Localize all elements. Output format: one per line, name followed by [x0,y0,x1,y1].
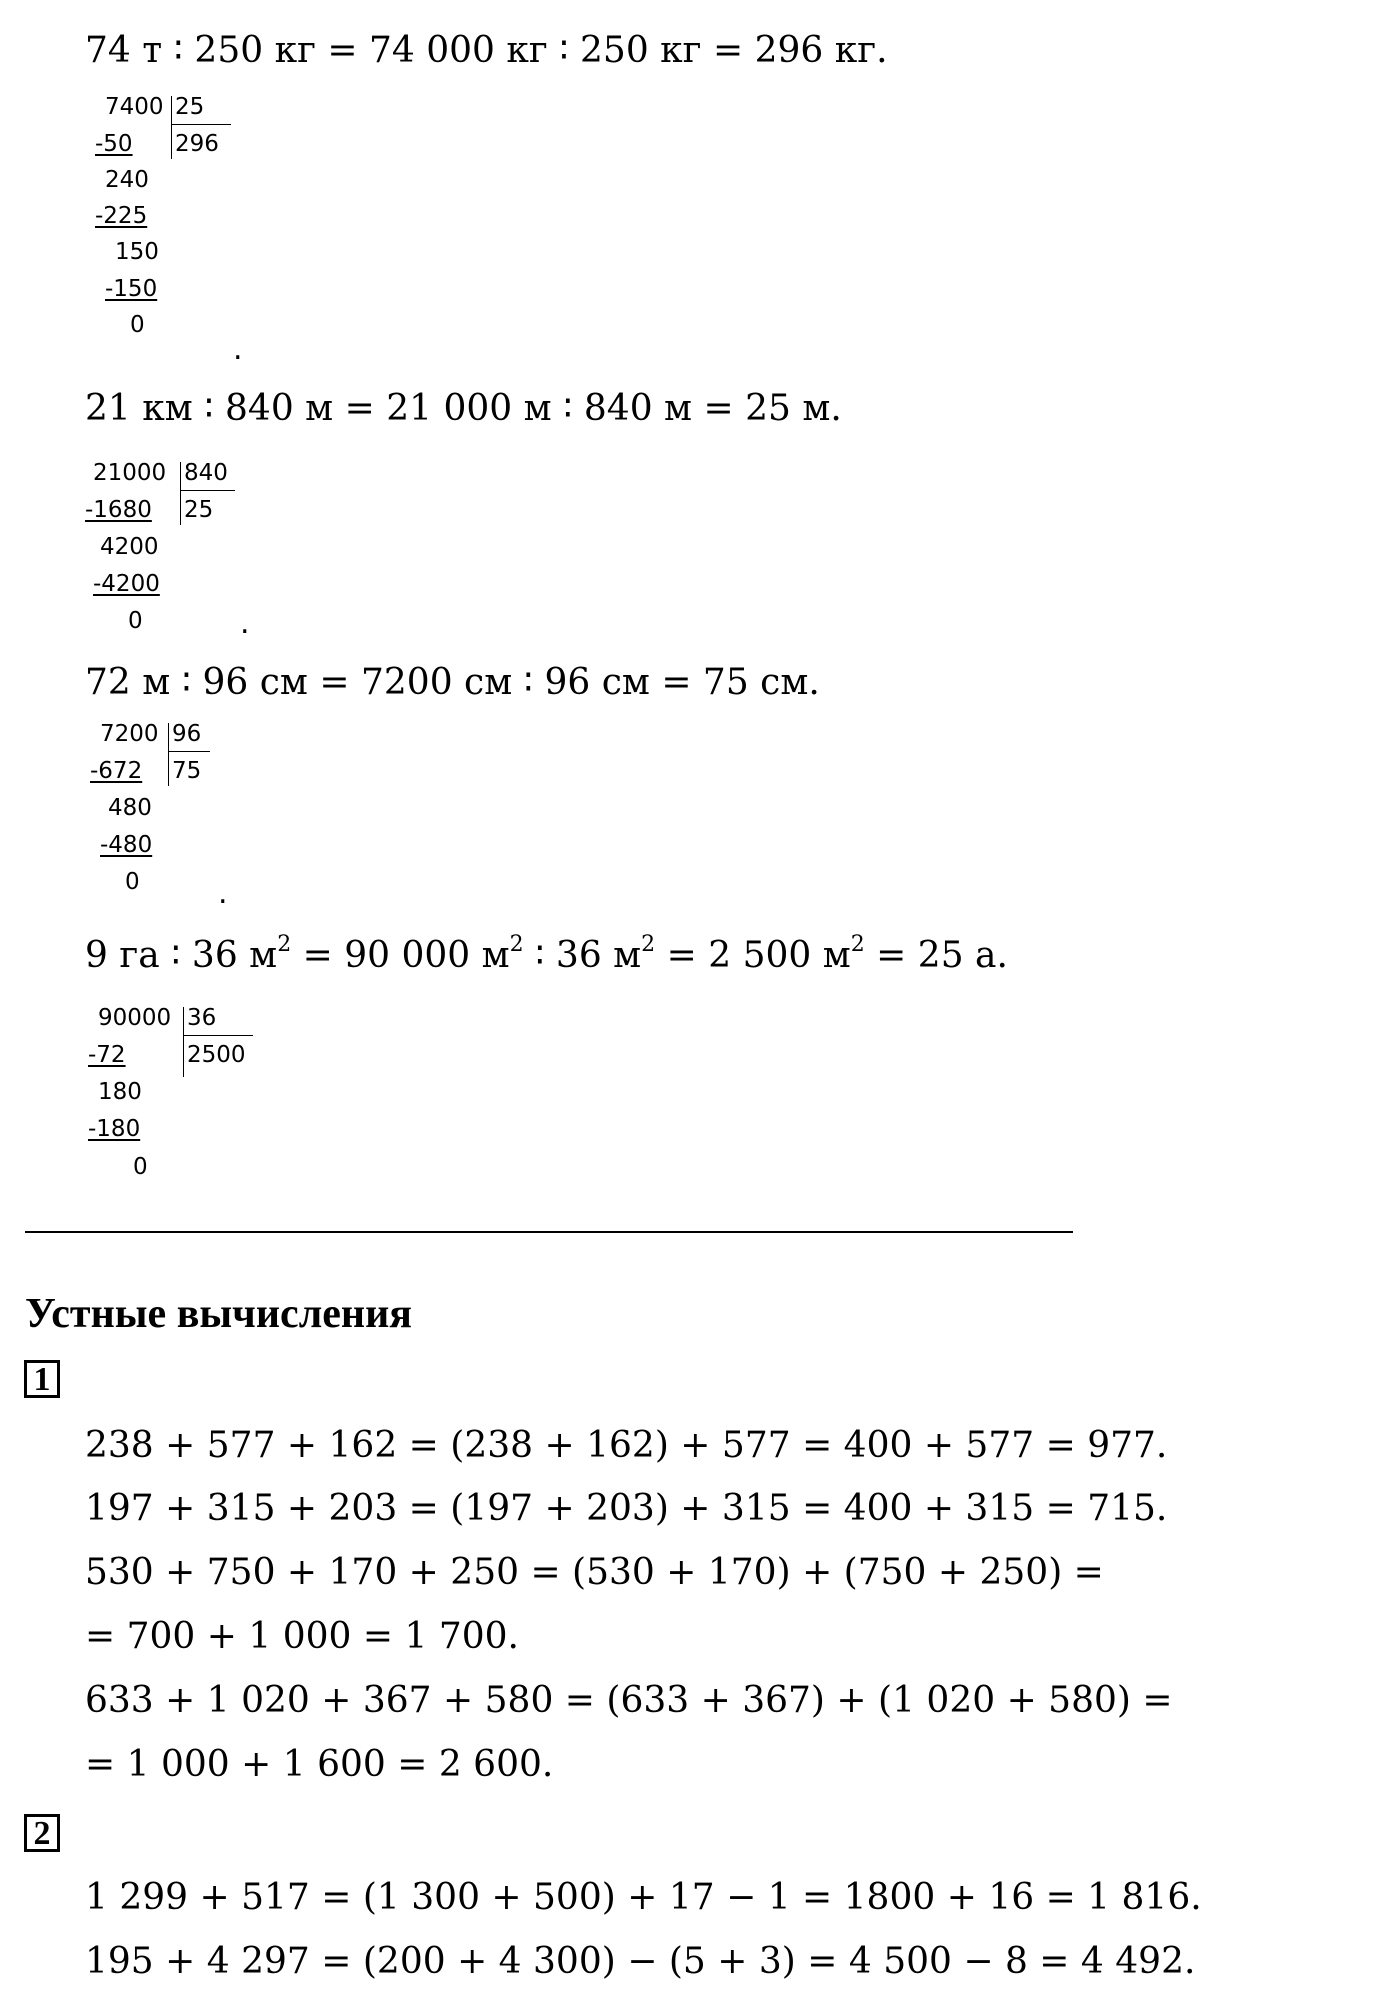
equation-1: 74 т ∶ 250 кг = 74 000 кг ∶ 250 кг = 296 кг. [85,30,888,71]
quotient-line [168,751,210,752]
task-1-line: 197 + 315 + 203 = (197 + 203) + 315 = 400 + 315 = 715. [85,1488,1168,1529]
dividend: 7400 [105,94,164,120]
division-step: 0 [133,1154,148,1180]
division-step: 240 [105,167,149,193]
division-step: -1680 [85,497,152,523]
division-step: 4200 [100,534,159,560]
division-step: -180 [88,1116,141,1142]
divisor: 36 [187,1005,217,1031]
task-1-line: 530 + 750 + 170 + 250 = (530 + 170) + (750 + 250) = [85,1552,1104,1593]
section-divider [25,1231,1073,1233]
division-step: -4200 [93,571,160,597]
division-step: 480 [108,795,152,821]
quotient: 2500 [187,1042,246,1068]
division-step: 150 [115,239,159,265]
task-1-line: = 700 + 1 000 = 1 700. [85,1616,519,1657]
equation-4-part: = 90 000 м [291,935,510,976]
division-step: 0 [125,869,140,895]
quotient: 296 [175,131,219,157]
division-step: -150 [105,276,158,302]
division-step: -225 [95,203,148,229]
dot-mark: . [218,876,228,911]
superscript: 2 [850,932,865,957]
superscript: 2 [277,932,292,957]
division-step: 0 [130,312,145,338]
equation-4-part: = 25 а. [864,935,1008,976]
divisor: 840 [184,460,228,486]
dividend: 90000 [98,1005,172,1031]
task-number-2: 2 [24,1814,60,1852]
dividend: 7200 [100,721,159,747]
division-step: 0 [128,608,143,634]
equation-4-part: = 2 500 м [655,935,851,976]
section-heading: Устные вычисления [25,1291,413,1337]
superscript: 2 [641,932,656,957]
task-2-line: 195 + 4 297 = (200 + 4 300) − (5 + 3) = 4 500 − 8 = 4 492. [85,1941,1196,1982]
equation-2: 21 км ∶ 840 м = 21 000 м ∶ 840 м = 25 м. [85,388,842,429]
task-number-1: 1 [24,1360,60,1398]
quotient-line [171,124,231,125]
superscript: 2 [509,932,524,957]
dot-mark: . [240,606,250,641]
task-2-line: 1 299 + 517 = (1 300 + 500) + 17 − 1 = 1800 + 16 = 1 816. [85,1877,1202,1918]
quotient: 25 [184,497,214,523]
quotient-line [183,1035,253,1036]
dividend: 21000 [93,460,167,486]
division-step: -72 [88,1042,126,1068]
task-1-line: 633 + 1 020 + 367 + 580 = (633 + 367) + (1 020 + 580) = [85,1680,1173,1721]
task-1-line: 238 + 577 + 162 = (238 + 162) + 577 = 400 + 577 = 977. [85,1425,1168,1466]
quotient-line [180,490,235,491]
division-step: 180 [98,1079,142,1105]
equation-4-part: 9 га ∶ 36 м [85,935,278,976]
task-1-line: = 1 000 + 1 600 = 2 600. [85,1744,554,1785]
quotient: 75 [172,758,202,784]
division-step: -480 [100,832,153,858]
dot-mark: . [233,332,243,367]
divider-line [180,462,181,525]
divisor: 96 [172,721,202,747]
equation-4-part: ∶ 36 м [523,935,642,976]
divider-line [171,96,172,159]
division-step: -672 [90,758,143,784]
divider-line [183,1007,184,1077]
equation-4 [85,932,1008,976]
equation-3: 72 м ∶ 96 см = 7200 см ∶ 96 см = 75 см. [85,662,820,703]
division-step: -50 [95,131,133,157]
divisor: 25 [175,94,205,120]
divider-line [168,723,169,786]
